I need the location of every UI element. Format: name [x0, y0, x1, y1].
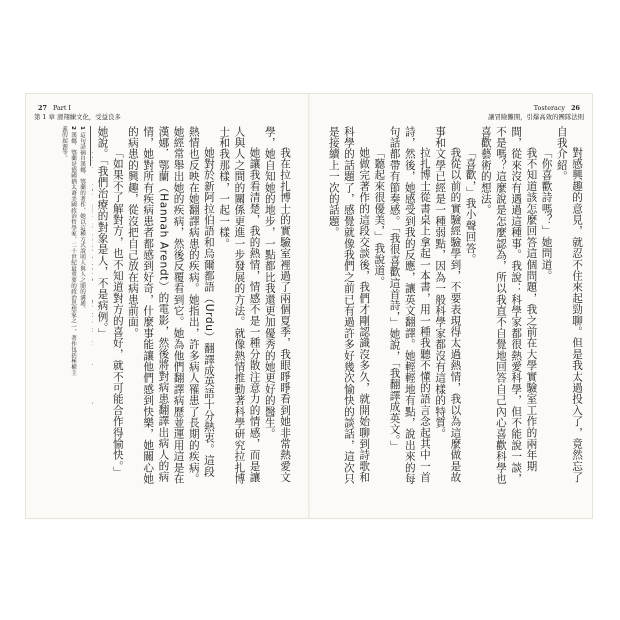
book-spread [26, 94, 592, 518]
paragraph: 她讓我看清楚，我的熱情，情感不是一種分散注意力的情感，而是讓人與人之間的關係更進一步發展的方法。就像熱情推動著科學研究拉扎博士和我那樣，一起一樣。 [218, 126, 261, 485]
paragraph: 她做完著作的這段交談後，我們才剛認識沒多久，就開始聊到詩歌和科學的話題了，感覺就像我們之前已有過許多好幾次愉快的談話，這次只是接續上一次的話題。 [327, 126, 371, 485]
footnote [77, 126, 86, 376]
footnote [59, 126, 77, 376]
footnote-text: 這句話摘自漢娜．鄂蘭的著作，她以這種方式說明人與人之間的溝通。 [79, 132, 85, 312]
right-page-number: 26 [571, 104, 580, 112]
paragraph: 「聽起來很優美，」我說道。 [373, 147, 386, 288]
paragraph: 她對於新阿拉伯語和烏爾都語（Urdu）翻譯成英語十分熱衷。這段熱情也反映在她翻譯病患的疾病。她指出，許多病人罹患了長期的疾病。她經常舉出她的疾病，然後反覆看到它。她為他們翻譯病歷並運用這是在漢娜．鄂蘭（Hannah Arendt）的電影，然後將對病患翻譯出病人的病情，她對所有疾病患者都感到好奇，什麼事能讓他們感到快樂，她關心她的病患的興趣，從沒把自己放在病患前面。 [126, 126, 215, 485]
paragraph [92, 126, 94, 486]
left-page-number: 27 [38, 104, 47, 112]
footnote-text: 漢娜．鄂蘭是德國猶太裔美國政治哲學家，二十世紀最重要的政治思想家之一，著作包括極權主義的起源等。 [61, 126, 76, 376]
paragraph: 「喜歡，」我小聲回答。 [464, 147, 477, 266]
left-running-head [34, 104, 121, 122]
paragraph: 對感興趣的意見，就忍不住來起勁聊。但是我太過投入了，竟然忘了自我介紹。 [555, 126, 583, 484]
book-title: Tosteracy [533, 104, 566, 112]
paragraph: 我在拉扎博士的實驗室裡過了兩個夏季，我眼睜睜看到她非常熱愛文學，她自知她的地步，一點都比我還更加優秀的她更好的醫生。 [263, 126, 291, 484]
footnote-number: 2 [70, 126, 76, 131]
left-page-body [92, 126, 292, 486]
chapter-title: 第 1 章 滑翔練文化，受益良多 [34, 113, 121, 121]
paragraph: 「如果不了解對方，也不知道對方的喜好，就不可能合作得愉快。」她說。「我們治療的對象是人，不是病例。」 [96, 126, 124, 478]
footnote-number: 1 [79, 126, 85, 131]
book-subtitle: 讓冒險攤開，引爆高效的團隊法則 [488, 113, 584, 121]
paragraph: 拉扎博士從書桌上拿起一本書，用一種我聽不懂的語言念起其中一首詩，然後，她感受到我的反應，讓英文翻譯。她輕輕地有點，說出來的每句話都帶有節奏感。「我很喜歡這首詩，」她說，「我翻譯成英文。」 [388, 126, 431, 485]
footnote-rule [90, 126, 91, 166]
right-page-body [322, 126, 584, 486]
book-gutter [308, 94, 310, 518]
right-running-head [488, 104, 584, 122]
paragraph: 「你喜歡詩嗎？」她問道。 [540, 147, 553, 282]
part-label: Part I [52, 104, 71, 112]
paragraph: 我從以前的實驗經驗學到，不要表現得太過熱情，我以為這麼做是故事和文學已經是一種弱點，因為一般科學家都沒有這樣的特質。 [434, 126, 462, 484]
paragraph: 我不知道該怎麼回答這個問題，我之前在大學實驗室工作的兩年期間，從來沒有遇過這種事。我說：科學家都很熱愛科學，但不能說一談，不是嗎？這麼說是怎麼認為，所以我直不自覺地回答自己內心喜歡科學也喜歡藝術的想法。 [479, 126, 538, 485]
footnotes [34, 126, 86, 376]
